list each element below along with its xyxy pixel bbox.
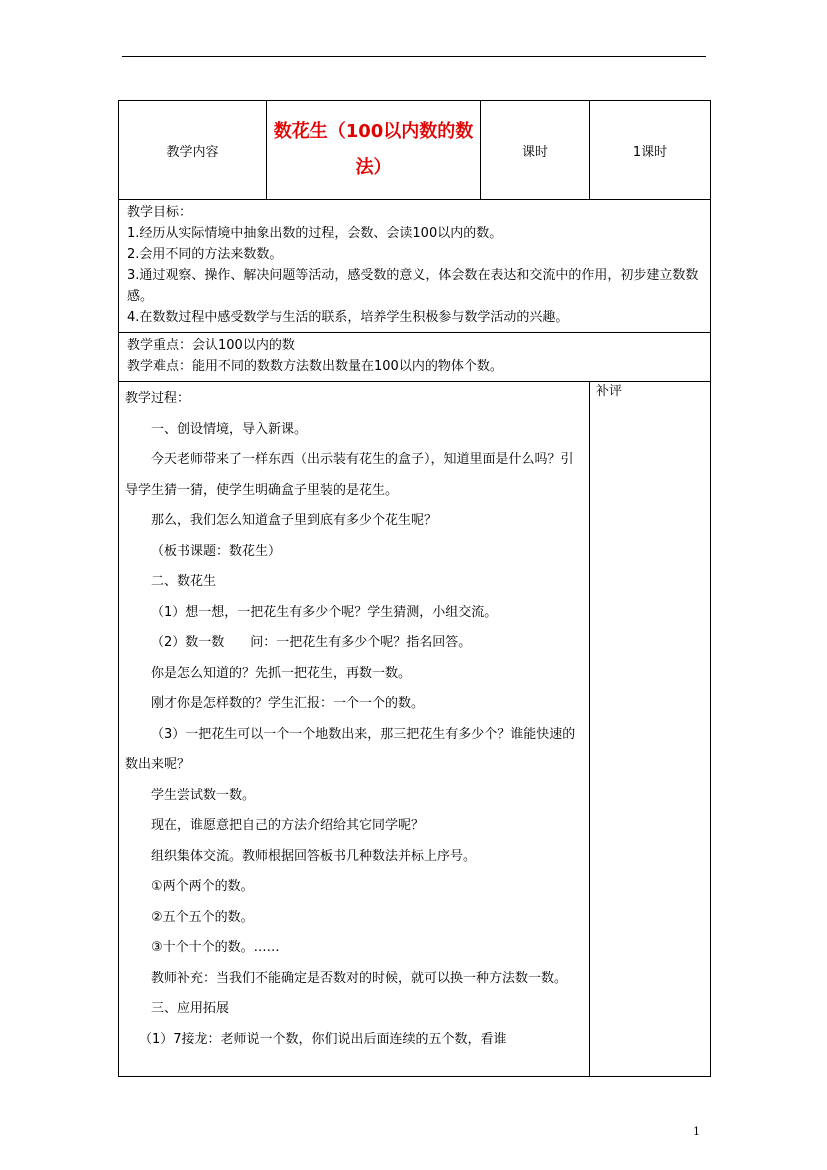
key-points-row: [119, 333, 711, 382]
page-number: 1: [693, 1125, 700, 1138]
process-paragraph: 你是怎么知道的？先抓一把花生，再数一数。: [151, 665, 412, 681]
process-paragraph: 现在，谁愿意把自己的方法介绍给其它同学呢？: [151, 818, 425, 833]
process-paragraph: （板书课题：数花生）: [151, 543, 282, 559]
content-label: 教学内容: [119, 101, 267, 200]
process-paragraph: （1）7接龙：老师说一个数，你们说出后面连续的五个数，看谁: [139, 1031, 507, 1047]
process-row: [119, 382, 711, 1077]
process-paragraph: 今天老师带来了一样东西（出示装有花生的盒子），知道里面是什么吗？引导学生猜一猜，使学生明确盒子里装的是花生。: [125, 452, 574, 498]
process-paragraph: 那么，我们怎么知道盒子里到底有多少个花生呢？: [151, 513, 438, 528]
objectives-heading: 教学目标：: [127, 205, 193, 220]
teaching-difficulty: 教学难点：能用不同的数数方法数出数量在100以内的物体个数。: [127, 359, 503, 374]
objective-item: 1.经历从实际情境中抽象出数的过程，会数、会读100以内的数。: [127, 226, 503, 241]
objective-item: 4.在数数过程中感受数学与生活的联系，培养学生积极参与数学活动的兴趣。: [127, 310, 569, 325]
period-label: 课时: [481, 101, 590, 200]
process-paragraph: ①两个两个的数。: [151, 879, 254, 894]
process-paragraph: ②五个五个的数。: [151, 909, 254, 925]
objective-item: 3.通过观察、操作、解决问题等活动，感受数的意义，体会数在表达和交流中的作用，初步建立数数感。: [127, 268, 699, 304]
objective-item: 2.会用不同的方法来数数。: [127, 247, 283, 262]
process-paragraph: 三、应用拓展: [151, 1001, 230, 1016]
key-points-cell: [119, 333, 711, 382]
remark-label: 补评: [596, 384, 623, 399]
process-paragraph: 教师补充：当我们不能确定是否数对的时候，就可以换一种方法数一数。: [151, 970, 568, 986]
header-rule: [122, 56, 706, 57]
remark-cell: [590, 382, 711, 1077]
process-paragraph: ③十个十个的数。……: [151, 940, 280, 955]
objectives-cell: [119, 200, 711, 333]
process-paragraph: （2）数一数 问：一把花生有多少个呢？指名回答。: [151, 635, 472, 650]
header-row: [119, 101, 711, 200]
lesson-title: 数花生（100以内数的数法）: [267, 101, 481, 200]
objectives-row: [119, 200, 711, 333]
process-heading: 教学过程：: [125, 391, 191, 406]
process-paragraph: 学生尝试数一数。: [151, 787, 256, 803]
process-paragraph: 二、数花生: [151, 574, 217, 589]
period-value: 1课时: [590, 101, 711, 200]
process-paragraph: 一、创设情境，导入新课。: [151, 421, 308, 437]
process-paragraph: （3）一把花生可以一个一个地数出来，那三把花生有多少个？谁能快速的数出来呢？: [125, 726, 576, 772]
teaching-focus: 教学重点：会认100以内的数: [127, 338, 295, 353]
process-paragraph: 组织集体交流。教师根据回答板书几种数法并标上序号。: [151, 848, 477, 864]
process-cell: [119, 382, 590, 1077]
lesson-plan-table: [118, 100, 711, 1077]
process-paragraph: 刚才你是怎样数的？学生汇报：一个一个的数。: [151, 696, 425, 711]
process-paragraph: （1）想一想，一把花生有多少个呢？学生猜测，小组交流。: [151, 604, 498, 620]
